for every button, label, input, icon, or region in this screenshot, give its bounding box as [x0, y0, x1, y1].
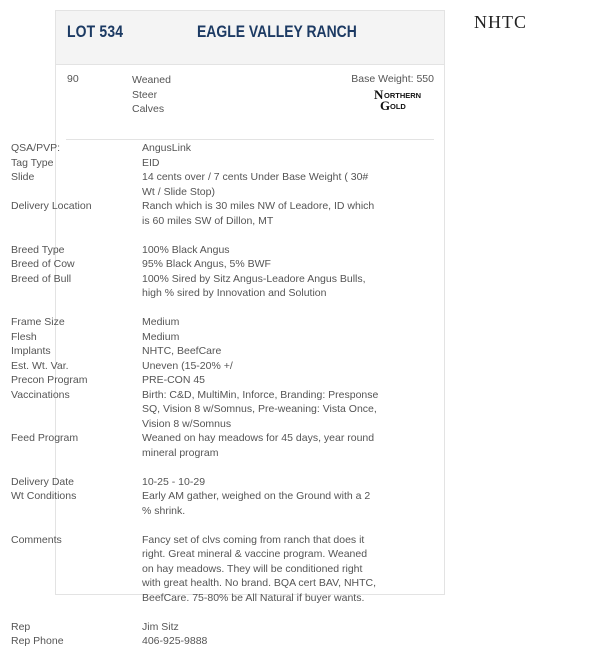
detail-value: 95% Black Angus, 5% BWF [142, 258, 271, 270]
detail-value: Ranch which is 30 miles NW of Leadore, ID which is 60 miles SW of Dillon, MT [142, 200, 375, 227]
detail-label: Delivery Location [11, 200, 92, 212]
detail-label: Flesh [11, 330, 37, 343]
detail-row [11, 170, 381, 199]
detail-row [11, 533, 381, 606]
detail-value: Weaned on hay meadows for 45 days, year round mineral program [142, 432, 375, 459]
detail-label: Delivery Date [11, 475, 75, 488]
detail-value: Medium [142, 330, 180, 343]
detail-label: Slide [11, 171, 35, 183]
detail-value: Medium [142, 316, 180, 328]
detail-value: Uneven (15-20% +/ [142, 359, 233, 372]
detail-label: Tag Type [11, 156, 54, 169]
detail-label: QSA/PVP: [11, 142, 61, 154]
lot-details [11, 141, 381, 649]
detail-row [11, 388, 381, 432]
detail-value: 100% Black Angus [142, 243, 230, 256]
detail-value: AngusLink [142, 142, 192, 154]
lot-header [56, 11, 444, 65]
detail-label: Implants [11, 345, 51, 357]
detail-label: Vaccinations [11, 388, 70, 401]
cattle-description [132, 73, 171, 117]
detail-row [11, 243, 381, 258]
detail-label: Precon Program [11, 374, 88, 386]
detail-row [11, 257, 381, 272]
detail-label: Breed of Cow [11, 258, 75, 270]
detail-row [11, 199, 381, 228]
detail-value: Fancy set of clvs coming from ranch that does it right. Great mineral & vaccine program. Weaned on hay meadows. They will be conditioned right with great health. No brand. BQA cert BAV, NHTC, BeefCare. 75-80% be All Natural if buyer wants. [142, 533, 377, 604]
detail-value: PRE-CON 45 [142, 374, 206, 386]
detail-row [11, 489, 381, 518]
detail-value: Birth: C&D, MultiMin, Inforce, Branding: Presponse SQ, Vision 8 w/Somnus, Pre-weaning: Vista Once, Vision 8 w/Somnus [142, 388, 379, 430]
section-divider [66, 139, 434, 140]
description-line: Weaned [132, 74, 171, 86]
detail-value: NHTC, BeefCare [142, 345, 222, 357]
detail-row [11, 315, 381, 330]
svg-text:N: N [374, 88, 384, 102]
detail-row [11, 373, 381, 388]
description-line: Calves [132, 103, 165, 115]
detail-value: Early AM gather, weighed on the Ground with a 2 % shrink. [142, 490, 371, 517]
northern-gold-logo [374, 88, 434, 112]
description-line: Steer [132, 88, 158, 101]
detail-row [11, 344, 381, 359]
detail-row [11, 475, 381, 490]
detail-label: Breed Type [11, 243, 65, 256]
detail-label: Breed of Bull [11, 272, 72, 285]
head-count: 90 [67, 73, 79, 85]
base-weight: Base Weight: 550 [351, 73, 434, 85]
svg-text:ORTHERN: ORTHERN [384, 91, 422, 100]
detail-label: Est. Wt. Var. [11, 359, 69, 372]
detail-row [11, 359, 381, 374]
detail-row [11, 156, 381, 171]
detail-label: Wt Conditions [11, 490, 77, 502]
detail-row [11, 141, 381, 156]
detail-value: 10-25 - 10-29 [142, 475, 206, 488]
lot-number: LOT 534 [67, 22, 124, 41]
detail-value: Jim Sitz [142, 620, 179, 633]
ranch-name: EAGLE VALLEY RANCH [197, 22, 357, 41]
detail-row [11, 330, 381, 345]
detail-label: Frame Size [11, 316, 65, 328]
svg-text:OLD: OLD [390, 102, 406, 111]
nhtc-brand-label: NHTC [474, 12, 527, 32]
detail-row [11, 620, 381, 635]
detail-value: EID [142, 156, 160, 169]
detail-label: Comments [11, 533, 62, 546]
detail-row [11, 634, 381, 649]
detail-label: Rep Phone [11, 635, 64, 647]
detail-label: Rep [11, 620, 31, 633]
detail-value: 14 cents over / 7 cents Under Base Weight ( 30# Wt / Slide Stop) [142, 171, 369, 198]
svg-text:G: G [380, 98, 391, 112]
detail-value: 100% Sired by Sitz Angus-Leadore Angus Bulls, high % sired by Innovation and Solution [142, 272, 366, 299]
detail-row [11, 431, 381, 460]
detail-value: 406-925-9888 [142, 635, 208, 647]
detail-label: Feed Program [11, 432, 79, 444]
detail-row [11, 272, 381, 301]
lot-summary [56, 65, 444, 140]
